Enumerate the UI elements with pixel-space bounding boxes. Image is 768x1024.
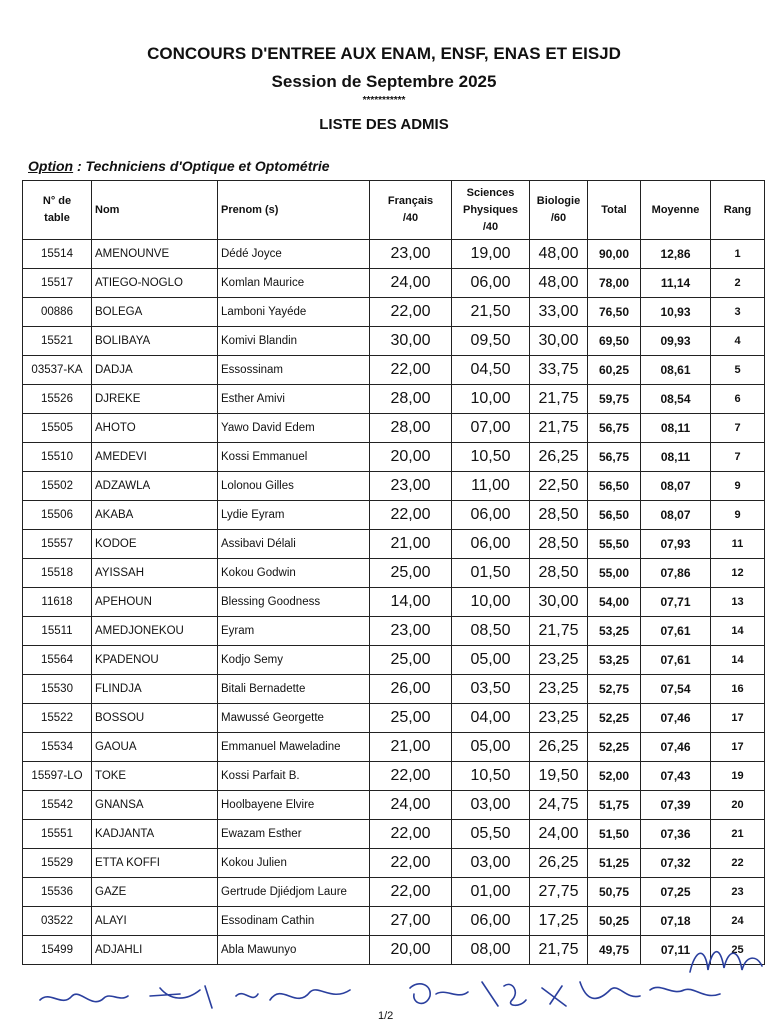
cell-francais: 21,00 — [370, 530, 452, 559]
cell-sciences: 05,00 — [452, 733, 530, 762]
cell-nom: FLINDJA — [92, 675, 218, 704]
cell-sciences: 06,00 — [452, 907, 530, 936]
cell-num: 15502 — [23, 472, 92, 501]
cell-moyenne: 07,61 — [641, 646, 711, 675]
cell-nom: AKABA — [92, 501, 218, 530]
cell-rang: 17 — [711, 704, 765, 733]
cell-francais: 25,00 — [370, 646, 452, 675]
cell-num: 15564 — [23, 646, 92, 675]
cell-sciences: 05,50 — [452, 820, 530, 849]
cell-nom: DADJA — [92, 356, 218, 385]
separator-stars: *********** — [362, 95, 406, 106]
cell-biologie: 33,00 — [530, 298, 588, 327]
cell-sciences: 09,50 — [452, 327, 530, 356]
cell-rang: 2 — [711, 269, 765, 298]
cell-moyenne: 07,25 — [641, 878, 711, 907]
cell-francais: 22,00 — [370, 762, 452, 791]
cell-moyenne: 07,32 — [641, 849, 711, 878]
table-row — [23, 240, 765, 269]
cell-total: 56,75 — [588, 414, 641, 443]
cell-prenom: Essossinam — [218, 356, 370, 385]
cell-rang: 25 — [711, 936, 765, 965]
cell-biologie: 48,00 — [530, 269, 588, 298]
cell-prenom: Gertrude Djiédjom Laure — [218, 878, 370, 907]
cell-rang: 14 — [711, 617, 765, 646]
cell-nom: APEHOUN — [92, 588, 218, 617]
header-moyenne: Moyenne — [641, 181, 711, 240]
cell-prenom: Kodjo Semy — [218, 646, 370, 675]
cell-moyenne: 11,14 — [641, 269, 711, 298]
cell-total: 55,00 — [588, 559, 641, 588]
cell-prenom: Abla Mawunyo — [218, 936, 370, 965]
cell-prenom: Blessing Goodness — [218, 588, 370, 617]
cell-total: 50,75 — [588, 878, 641, 907]
cell-num: 15499 — [23, 936, 92, 965]
cell-sciences: 03,00 — [452, 791, 530, 820]
table-row — [23, 791, 765, 820]
cell-biologie: 23,25 — [530, 675, 588, 704]
cell-moyenne: 07,46 — [641, 704, 711, 733]
cell-biologie: 28,50 — [530, 559, 588, 588]
cell-moyenne: 07,54 — [641, 675, 711, 704]
cell-moyenne: 07,11 — [641, 936, 711, 965]
cell-francais: 28,00 — [370, 385, 452, 414]
page-number: 1/2 — [378, 1010, 394, 1022]
cell-total: 56,50 — [588, 501, 641, 530]
cell-prenom: Esther Amivi — [218, 385, 370, 414]
cell-nom: ETTA KOFFI — [92, 849, 218, 878]
cell-nom: AYISSAH — [92, 559, 218, 588]
cell-rang: 7 — [711, 414, 765, 443]
cell-francais: 22,00 — [370, 878, 452, 907]
cell-total: 52,25 — [588, 704, 641, 733]
cell-prenom: Kossi Parfait B. — [218, 762, 370, 791]
cell-sciences: 10,00 — [452, 588, 530, 617]
header-total: Total — [588, 181, 641, 240]
cell-moyenne: 08,07 — [641, 472, 711, 501]
cell-num: 15542 — [23, 791, 92, 820]
cell-moyenne: 07,39 — [641, 791, 711, 820]
cell-nom: KPADENOU — [92, 646, 218, 675]
cell-biologie: 26,25 — [530, 849, 588, 878]
cell-nom: GAZE — [92, 878, 218, 907]
cell-rang: 13 — [711, 588, 765, 617]
table-row — [23, 675, 765, 704]
cell-nom: KODOE — [92, 530, 218, 559]
cell-total: 55,50 — [588, 530, 641, 559]
list-title: LISTE DES ADMIS — [319, 116, 449, 133]
cell-rang: 20 — [711, 791, 765, 820]
cell-prenom: Eyram — [218, 617, 370, 646]
cell-rang: 16 — [711, 675, 765, 704]
cell-num: 11618 — [23, 588, 92, 617]
cell-francais: 20,00 — [370, 443, 452, 472]
table-header-row — [23, 181, 765, 240]
cell-sciences: 10,00 — [452, 385, 530, 414]
cell-total: 78,00 — [588, 269, 641, 298]
cell-prenom: Essodinam Cathin — [218, 907, 370, 936]
cell-sciences: 08,00 — [452, 936, 530, 965]
cell-sciences: 06,00 — [452, 501, 530, 530]
table-row — [23, 704, 765, 733]
header-sciences: Sciences Physiques /40 — [452, 181, 530, 240]
cell-biologie: 17,25 — [530, 907, 588, 936]
cell-num: 15526 — [23, 385, 92, 414]
cell-prenom: Lolonou Gilles — [218, 472, 370, 501]
cell-total: 52,25 — [588, 733, 641, 762]
header-num: N° de table — [23, 181, 92, 240]
table-row — [23, 298, 765, 327]
cell-total: 51,75 — [588, 791, 641, 820]
table-row — [23, 501, 765, 530]
cell-francais: 24,00 — [370, 791, 452, 820]
table-row — [23, 617, 765, 646]
cell-nom: AMENOUNVE — [92, 240, 218, 269]
cell-prenom: Lamboni Yayéde — [218, 298, 370, 327]
cell-prenom: Mawussé Georgette — [218, 704, 370, 733]
cell-rang: 22 — [711, 849, 765, 878]
cell-total: 53,25 — [588, 646, 641, 675]
table-row — [23, 327, 765, 356]
cell-sciences: 04,50 — [452, 356, 530, 385]
cell-biologie: 26,25 — [530, 733, 588, 762]
cell-biologie: 21,75 — [530, 385, 588, 414]
cell-rang: 1 — [711, 240, 765, 269]
cell-nom: ADZAWLA — [92, 472, 218, 501]
cell-rang: 14 — [711, 646, 765, 675]
cell-biologie: 48,00 — [530, 240, 588, 269]
cell-moyenne: 08,61 — [641, 356, 711, 385]
cell-nom: AMEDEVI — [92, 443, 218, 472]
cell-total: 56,50 — [588, 472, 641, 501]
session-title: Session de Septembre 2025 — [271, 72, 497, 91]
admitted-table — [22, 180, 765, 965]
cell-num: 15518 — [23, 559, 92, 588]
cell-francais: 25,00 — [370, 559, 452, 588]
cell-num: 15534 — [23, 733, 92, 762]
cell-francais: 25,00 — [370, 704, 452, 733]
cell-num: 00886 — [23, 298, 92, 327]
cell-sciences: 03,00 — [452, 849, 530, 878]
cell-rang: 17 — [711, 733, 765, 762]
cell-nom: ALAYI — [92, 907, 218, 936]
table-row — [23, 530, 765, 559]
cell-prenom: Yawo David Edem — [218, 414, 370, 443]
cell-francais: 23,00 — [370, 617, 452, 646]
header-prenom: Prenom (s) — [218, 181, 370, 240]
cell-rang: 5 — [711, 356, 765, 385]
cell-rang: 19 — [711, 762, 765, 791]
cell-total: 50,25 — [588, 907, 641, 936]
cell-rang: 12 — [711, 559, 765, 588]
header-biologie: Biologie /60 — [530, 181, 588, 240]
cell-nom: AHOTO — [92, 414, 218, 443]
cell-sciences: 10,50 — [452, 762, 530, 791]
cell-francais: 22,00 — [370, 501, 452, 530]
cell-moyenne: 09,93 — [641, 327, 711, 356]
cell-total: 49,75 — [588, 936, 641, 965]
cell-biologie: 22,50 — [530, 472, 588, 501]
cell-sciences: 01,50 — [452, 559, 530, 588]
cell-num: 15557 — [23, 530, 92, 559]
cell-francais: 20,00 — [370, 936, 452, 965]
cell-prenom: Hoolbayene Elvire — [218, 791, 370, 820]
header-rang: Rang — [711, 181, 765, 240]
cell-rang: 21 — [711, 820, 765, 849]
cell-biologie: 24,75 — [530, 791, 588, 820]
cell-biologie: 33,75 — [530, 356, 588, 385]
cell-total: 54,00 — [588, 588, 641, 617]
cell-num: 15536 — [23, 878, 92, 907]
cell-moyenne: 07,18 — [641, 907, 711, 936]
option-line — [28, 158, 330, 174]
cell-rang: 9 — [711, 472, 765, 501]
cell-moyenne: 07,43 — [641, 762, 711, 791]
cell-moyenne: 07,86 — [641, 559, 711, 588]
cell-num: 15529 — [23, 849, 92, 878]
cell-rang: 4 — [711, 327, 765, 356]
cell-moyenne: 08,07 — [641, 501, 711, 530]
cell-biologie: 24,00 — [530, 820, 588, 849]
cell-sciences: 04,00 — [452, 704, 530, 733]
table-row — [23, 269, 765, 298]
cell-francais: 28,00 — [370, 414, 452, 443]
cell-moyenne: 08,54 — [641, 385, 711, 414]
document-title: CONCOURS D'ENTREE AUX ENAM, ENSF, ENAS ET EISJD — [147, 44, 621, 63]
cell-total: 51,50 — [588, 820, 641, 849]
cell-moyenne: 07,61 — [641, 617, 711, 646]
cell-num: 15514 — [23, 240, 92, 269]
cell-prenom: Komlan Maurice — [218, 269, 370, 298]
cell-nom: TOKE — [92, 762, 218, 791]
cell-biologie: 28,50 — [530, 530, 588, 559]
table-row — [23, 385, 765, 414]
cell-total: 76,50 — [588, 298, 641, 327]
cell-moyenne: 12,86 — [641, 240, 711, 269]
cell-francais: 22,00 — [370, 356, 452, 385]
cell-nom: DJREKE — [92, 385, 218, 414]
cell-prenom: Kossi Emmanuel — [218, 443, 370, 472]
cell-moyenne: 08,11 — [641, 443, 711, 472]
cell-prenom: Emmanuel Maweladine — [218, 733, 370, 762]
cell-francais: 14,00 — [370, 588, 452, 617]
table-row — [23, 559, 765, 588]
cell-num: 15551 — [23, 820, 92, 849]
cell-total: 52,75 — [588, 675, 641, 704]
cell-num: 15521 — [23, 327, 92, 356]
cell-num: 03537-KA — [23, 356, 92, 385]
cell-total: 90,00 — [588, 240, 641, 269]
cell-prenom: Assibavi Délali — [218, 530, 370, 559]
cell-nom: BOLEGA — [92, 298, 218, 327]
cell-biologie: 30,00 — [530, 588, 588, 617]
cell-total: 53,25 — [588, 617, 641, 646]
option-value: : Techniciens d'Optique et Optométrie — [73, 158, 330, 174]
cell-francais: 22,00 — [370, 820, 452, 849]
cell-sciences: 21,50 — [452, 298, 530, 327]
cell-sciences: 06,00 — [452, 269, 530, 298]
cell-rang: 6 — [711, 385, 765, 414]
cell-moyenne: 07,46 — [641, 733, 711, 762]
cell-rang: 9 — [711, 501, 765, 530]
cell-num: 15597-LO — [23, 762, 92, 791]
table-row — [23, 878, 765, 907]
cell-num: 15522 — [23, 704, 92, 733]
cell-prenom: Komivi Blandin — [218, 327, 370, 356]
cell-num: 15505 — [23, 414, 92, 443]
table-row — [23, 849, 765, 878]
cell-total: 52,00 — [588, 762, 641, 791]
cell-biologie: 23,25 — [530, 704, 588, 733]
table-row — [23, 762, 765, 791]
cell-num: 15506 — [23, 501, 92, 530]
cell-prenom: Ewazam Esther — [218, 820, 370, 849]
cell-biologie: 21,75 — [530, 414, 588, 443]
cell-moyenne: 07,71 — [641, 588, 711, 617]
cell-nom: KADJANTA — [92, 820, 218, 849]
header-francais: Français /40 — [370, 181, 452, 240]
cell-moyenne: 07,93 — [641, 530, 711, 559]
cell-moyenne: 10,93 — [641, 298, 711, 327]
cell-francais: 27,00 — [370, 907, 452, 936]
cell-prenom: Dédé Joyce — [218, 240, 370, 269]
cell-num: 15510 — [23, 443, 92, 472]
cell-sciences: 19,00 — [452, 240, 530, 269]
cell-total: 56,75 — [588, 443, 641, 472]
cell-sciences: 11,00 — [452, 472, 530, 501]
table-row — [23, 472, 765, 501]
cell-moyenne: 08,11 — [641, 414, 711, 443]
cell-francais: 21,00 — [370, 733, 452, 762]
cell-total: 69,50 — [588, 327, 641, 356]
header-nom: Nom — [92, 181, 218, 240]
cell-francais: 30,00 — [370, 327, 452, 356]
cell-nom: ATIEGO-NOGLO — [92, 269, 218, 298]
cell-francais: 23,00 — [370, 240, 452, 269]
cell-sciences: 05,00 — [452, 646, 530, 675]
cell-prenom: Lydie Eyram — [218, 501, 370, 530]
cell-francais: 26,00 — [370, 675, 452, 704]
cell-francais: 22,00 — [370, 298, 452, 327]
cell-biologie: 19,50 — [530, 762, 588, 791]
cell-sciences: 07,00 — [452, 414, 530, 443]
cell-nom: GNANSA — [92, 791, 218, 820]
option-label: Option — [28, 158, 74, 174]
cell-biologie: 23,25 — [530, 646, 588, 675]
cell-rang: 11 — [711, 530, 765, 559]
cell-nom: ADJAHLI — [92, 936, 218, 965]
table-row — [23, 733, 765, 762]
cell-prenom: Kokou Godwin — [218, 559, 370, 588]
cell-sciences: 08,50 — [452, 617, 530, 646]
cell-num: 03522 — [23, 907, 92, 936]
cell-moyenne: 07,36 — [641, 820, 711, 849]
cell-rang: 3 — [711, 298, 765, 327]
cell-rang: 24 — [711, 907, 765, 936]
cell-francais: 23,00 — [370, 472, 452, 501]
table-row — [23, 646, 765, 675]
cell-biologie: 21,75 — [530, 936, 588, 965]
cell-num: 15530 — [23, 675, 92, 704]
cell-sciences: 01,00 — [452, 878, 530, 907]
cell-nom: BOLIBAYA — [92, 327, 218, 356]
cell-total: 59,75 — [588, 385, 641, 414]
cell-biologie: 30,00 — [530, 327, 588, 356]
cell-prenom: Kokou Julien — [218, 849, 370, 878]
cell-total: 51,25 — [588, 849, 641, 878]
cell-rang: 7 — [711, 443, 765, 472]
cell-biologie: 26,25 — [530, 443, 588, 472]
table-row — [23, 588, 765, 617]
cell-francais: 22,00 — [370, 849, 452, 878]
cell-nom: AMEDJONEKOU — [92, 617, 218, 646]
cell-francais: 24,00 — [370, 269, 452, 298]
cell-sciences: 06,00 — [452, 530, 530, 559]
cell-sciences: 03,50 — [452, 675, 530, 704]
cell-biologie: 27,75 — [530, 878, 588, 907]
cell-sciences: 10,50 — [452, 443, 530, 472]
table-row — [23, 414, 765, 443]
cell-prenom: Bitali Bernadette — [218, 675, 370, 704]
cell-total: 60,25 — [588, 356, 641, 385]
cell-rang: 23 — [711, 878, 765, 907]
cell-nom: BOSSOU — [92, 704, 218, 733]
cell-biologie: 28,50 — [530, 501, 588, 530]
table-row — [23, 443, 765, 472]
cell-biologie: 21,75 — [530, 617, 588, 646]
cell-nom: GAOUA — [92, 733, 218, 762]
cell-num: 15517 — [23, 269, 92, 298]
table-row — [23, 820, 765, 849]
cell-num: 15511 — [23, 617, 92, 646]
table-row — [23, 356, 765, 385]
